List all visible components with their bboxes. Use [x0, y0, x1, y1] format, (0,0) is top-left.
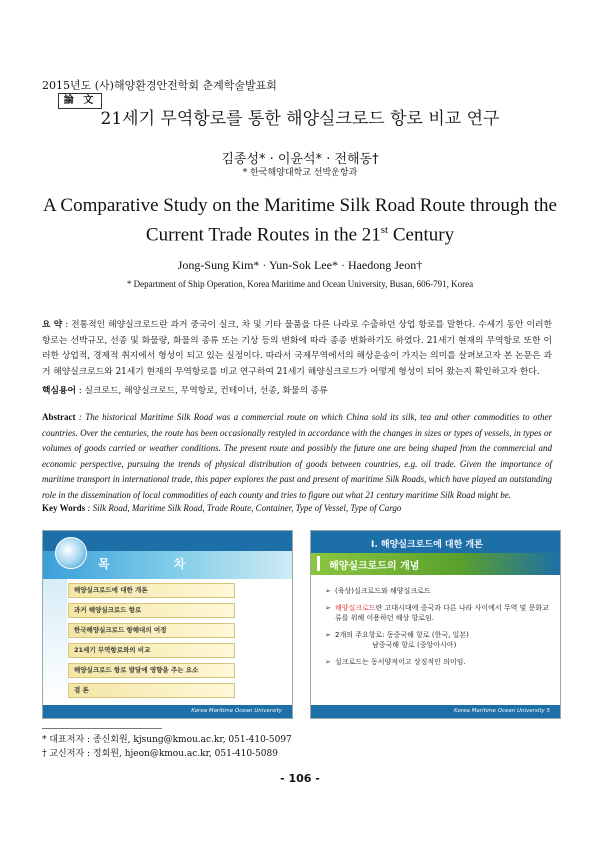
english-title-end: Century — [388, 224, 455, 246]
page-number: - 106 - — [280, 772, 320, 785]
english-authors: Jong-Sung Kim* · Yun-Sok Lee* · Haedong Jeon† — [177, 258, 423, 272]
english-title — [30, 193, 570, 247]
english-title-sup: st — [380, 224, 389, 236]
slide2-bullet: ➢ 실크로드는 동서양적이고 상징적인 의미임. — [325, 657, 550, 667]
slide2-subheader: 해양실크로드의 개념 — [329, 561, 420, 572]
article-type-tag: 論 文 — [58, 93, 102, 109]
globe-icon — [55, 537, 87, 569]
english-title-line2-text: Current Trade Routes in the 21 — [145, 224, 381, 246]
slide2-body — [325, 586, 550, 674]
korean-authors: 김종성* · 이윤석* · 전해동† — [221, 152, 379, 167]
footnote-divider — [42, 728, 162, 729]
toc-item: 해양실크로드 항로 발달에 영향을 주는 요소 — [68, 663, 235, 678]
english-title-line1: A Comparative Study on the Maritime Silk Road Route through the — [42, 195, 557, 216]
slide-table-of-contents — [42, 530, 293, 719]
slide2-page-no: 5 — [546, 708, 550, 714]
english-title-line2 — [30, 218, 570, 247]
toc-item: 한국해양실크로드 항해대의 여정 — [68, 623, 235, 638]
toc-item: 결 론 — [68, 683, 235, 698]
korean-keywords-text: : 실크로드, 해양실크로드, 무역항로, 컨테이너, 선종, 화물의 종류 — [78, 386, 328, 396]
slide2-bullet-text: 란 고대시대에 중국과 다른 나라 사이에서 무역 및 문화교류를 위해 이용하던 해상 항로임. — [335, 604, 549, 622]
korean-affiliation: * 한국해양대학교 선박운항과 — [242, 168, 358, 178]
slide2-bullet — [325, 603, 550, 623]
korean-keywords-label: 핵심용어 — [42, 386, 76, 396]
slide2-header: I. 해양실크로드에 대한 개론 — [371, 540, 483, 550]
english-keywords-label: Key Words — [42, 503, 86, 513]
toc-item: 과거 해양실크로드 항로 — [68, 603, 235, 618]
footnote-main-author: † 교신저자 : 정회원, hjeon@kmou.ac.kr, 051-410-5089 — [42, 749, 278, 759]
english-keywords-text: : Silk Road, Maritime Silk Road, Trade Route, Container, Type of Vessel, Type of Cargo — [87, 503, 402, 513]
slide2-bullet-highlight: 해양실크로드 — [335, 604, 376, 612]
conference-header: 2015년도 (사)해양환경안전학회 춘계학술발표회 — [42, 79, 277, 92]
footnote-corresponding: * 대표저자 : 종신회원, kjsung@kmou.ac.kr, 051-410-5097 — [42, 735, 292, 745]
slide2-bullet-line: ➢ 2개의 주요항로: 동중국해 항로 (한국, 일본) — [335, 631, 469, 639]
english-abstract-text: : The historical Maritime Silk Road was a commercial route on which China sold its silk, tea and other commodities to other countries. Over the centuries, the route has been occasionally restyled in accordance with the changes in sizes or types of vessels, in types or volumes of goods carried or weather conditions. The present route and possibly the future one are being shaped from the commercial and economic perspective, pursuing the trends of physical distribution of goods between countries, e.g. oil trade. Given the importance of maritime transport in international trade, this paper explores the past and present of maritime Silk Roads, which have played an outstanding role in the dissemination of local commodities of each county and tries to figure out what 21 century maritime Silk Road might be. — [42, 412, 553, 500]
slide1-toc-list — [68, 583, 268, 703]
slide2-accent-bar — [317, 556, 320, 571]
slide2-footer-text: Korea Maritime Ocean University — [454, 708, 545, 714]
slide2-bullet-line: 남중국해 항로 (중앙아시아) — [372, 641, 457, 649]
korean-keywords — [42, 384, 552, 400]
toc-item: 21세기 무역항로와의 비교 — [68, 643, 235, 658]
slide2-bullet: ➢ (육상)실크로드와 해양실크로드 — [325, 586, 550, 596]
korean-abstract-text: : 전통적인 해양실크로드란 과거 중국이 실크, 차 및 기타 물품을 다른 나라로 수출하던 상업 항로를 말한다. 수세기 동안 이러한 항로는 선박규모, 선종 및 화물량, 화물의 종류 또는 기상 등의 변화에 따라 종종 변화하기도 하였다. 21세기 현재의 무역항로 또한 이러한 상업적, 경제적 취지에서 형성이 되고 있는 실정이다. 따라서 국제무역에서의 해상운송이 가지는 의미를 살펴보고자 본 논문은 과거 해양실크로드와 21세기 현재의 무역항로를 비교 연구하여 21세기 해양실크로드가 어떻게 형성이 되어 왔는지 확인하고자 한다. — [42, 320, 553, 377]
korean-abstract — [42, 318, 552, 380]
toc-item: 해양실크로드에 대한 개론 — [68, 583, 235, 598]
slide2-footer — [311, 705, 560, 718]
english-keywords — [42, 501, 552, 517]
korean-abstract-label: 요 약 — [42, 320, 63, 330]
slide1-title: 목 차 — [98, 557, 216, 571]
slide-overview — [310, 530, 561, 719]
english-abstract-label: Abstract — [42, 412, 76, 422]
slide2-bullet — [325, 630, 550, 650]
english-abstract — [42, 410, 552, 503]
slide1-side-decoration — [43, 579, 67, 703]
slide1-footer: Korea Maritime Ocean University — [43, 705, 292, 718]
english-affiliation: * Department of Ship Operation, Korea Maritime and Ocean University, Busan, 606-791, Korea — [126, 279, 474, 289]
korean-title: 21세기 무역항로를 통한 해양실크로드 항로 비교 연구 — [100, 109, 500, 129]
